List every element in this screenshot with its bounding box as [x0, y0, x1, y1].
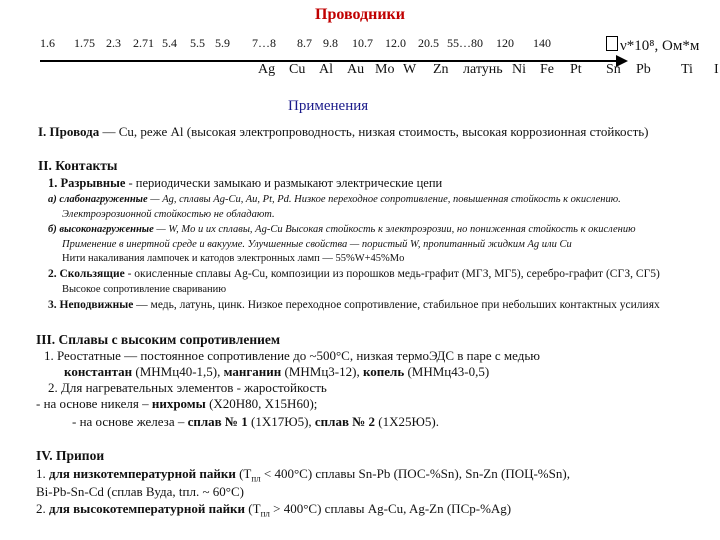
metal-label: Pb: [636, 62, 651, 77]
scale-tick: 20.5: [418, 36, 439, 50]
scale-unit: ν*10⁸, Ом*м: [606, 36, 699, 55]
heating-line: 2. Для нагревательных элементов - жаростойкость: [48, 380, 327, 395]
light-contacts-note: Электроэрозионной стойкостью не обладают.: [62, 209, 275, 220]
scale-tick: 2.3: [106, 36, 121, 50]
scale-tick: 10.7: [352, 36, 373, 50]
low-temp-solder-line: 1. для низкотемпературной пайки $(T_{пл} < 400^\circ C)$ сплавы Sn-Pb (ПОС-%Sn), Sn-Zn (ПОЦ-%Sn),: [36, 466, 570, 484]
page-title: Проводники: [315, 6, 405, 23]
metal-label: Ni: [512, 62, 526, 77]
scale-tick: 5.4: [162, 36, 177, 50]
metal-label: Fe: [540, 62, 554, 77]
scale-tick: 8.7: [297, 36, 312, 50]
iron-line: - на основе железа – сплав № 1 (1Х17Ю5), сплав № 2 (1Х25Ю5).: [72, 414, 439, 429]
heavy-contacts-line: б) высоконагруженные — W, Mo и их сплавы, Ag-Cu Высокая стойкость к электроэрозии, но пониженная стойкость к окислению: [48, 224, 636, 235]
resist-header: III. Сплавы с высоким сопротивлением: [36, 332, 281, 347]
scale-tick: 140: [533, 36, 551, 50]
breaking-contacts-line: 1. Разрывные - периодически замыкаю и размыкают электрические цепи: [48, 176, 443, 190]
high-temp-solder-line: 2. для высокотемпературной пайки $(T_{пл} > 400^\circ C)$ сплавы Ag-Cu, Ag-Zn (ПСр-%Ag): [36, 501, 512, 519]
light-contacts-line: а) слабонагруженные — Ag, сплавы Ag-Cu, Au, Pt, Pd. Низкое переходное сопротивление, повышенная стойкость к окислению.: [48, 194, 621, 205]
scale-tick: 55…80: [447, 36, 483, 50]
rheostat-alloys-line: константан (МНМц40-1,5), манганин (МНМц3-12), копель (МНМц43-0,5): [64, 364, 490, 379]
metal-label: Sn: [606, 62, 621, 77]
fixed-contacts-line: 3. Неподвижные — медь, латунь, цинк. Низкое переходное сопротивление, стабильное при небольших контактных усилиях: [48, 299, 660, 311]
sliding-contacts-line: 2. Скользящие - окисленные сплавы Ag-Cu, композиции из порошков медь-графит (МГЗ, МГ5), серебро-графит (СГЗ, СГ5): [48, 268, 660, 280]
checkbox-icon: [606, 36, 618, 51]
metal-label: Mo: [375, 62, 395, 77]
scale-tick: 1.75: [74, 36, 95, 50]
scale-tick: 9.8: [323, 36, 338, 50]
metal-label: Pt: [570, 62, 582, 77]
metal-label: Au: [347, 62, 365, 77]
heavy-contacts-note: Нити накаливания лампочек и катодов электронных ламп — 55%W+45%Mo: [62, 253, 405, 264]
contacts-header: II. Контакты: [38, 158, 118, 173]
metal-label: Cu: [289, 62, 306, 77]
scale-tick: 12.0: [385, 36, 406, 50]
metal-label: I: [714, 62, 719, 77]
solder-header: IV. Припои: [36, 448, 105, 463]
scale-tick: 1.6: [40, 36, 55, 50]
scale-tick: 5.5: [190, 36, 205, 50]
scale-tick: 2.71: [133, 36, 154, 50]
metal-labels: [0, 62, 720, 78]
metal-label: Ti: [681, 62, 693, 77]
wires-line: I. Провода — Cu, реже Al (высокая электропроводность, низкая стоимость, высокая коррозионная стойкость): [38, 124, 649, 139]
scale-tick: 7…8: [252, 36, 276, 50]
metal-label: латунь: [463, 62, 503, 77]
metal-label: Zn: [433, 62, 449, 77]
metal-label: Ag: [258, 62, 276, 77]
applications-title: Применения: [288, 98, 369, 114]
metal-label: Al: [319, 62, 333, 77]
metal-label: W: [403, 62, 417, 77]
nickel-line: - на основе никеля – нихромы (Х20Н80, Х15Н60);: [36, 396, 318, 411]
sliding-contacts-note: Высокое сопротивление свариванию: [62, 284, 227, 295]
scale-tick: 120: [496, 36, 514, 50]
scale-tick: 5.9: [215, 36, 230, 50]
rheostat-line: 1. Реостатные — постоянное сопротивление до ~500°С, низкая термоЭДС в паре с медью: [44, 348, 541, 363]
wood-alloy-line: Bi-Pb-Sn-Cd (сплав Вуда, tпл. ~ 60°C): [36, 484, 244, 499]
heavy-contacts-note: Применение в инертной среде и вакууме. Улучшенные свойства — пористый W, пропитанный жидким Ag или Cu: [62, 239, 572, 250]
